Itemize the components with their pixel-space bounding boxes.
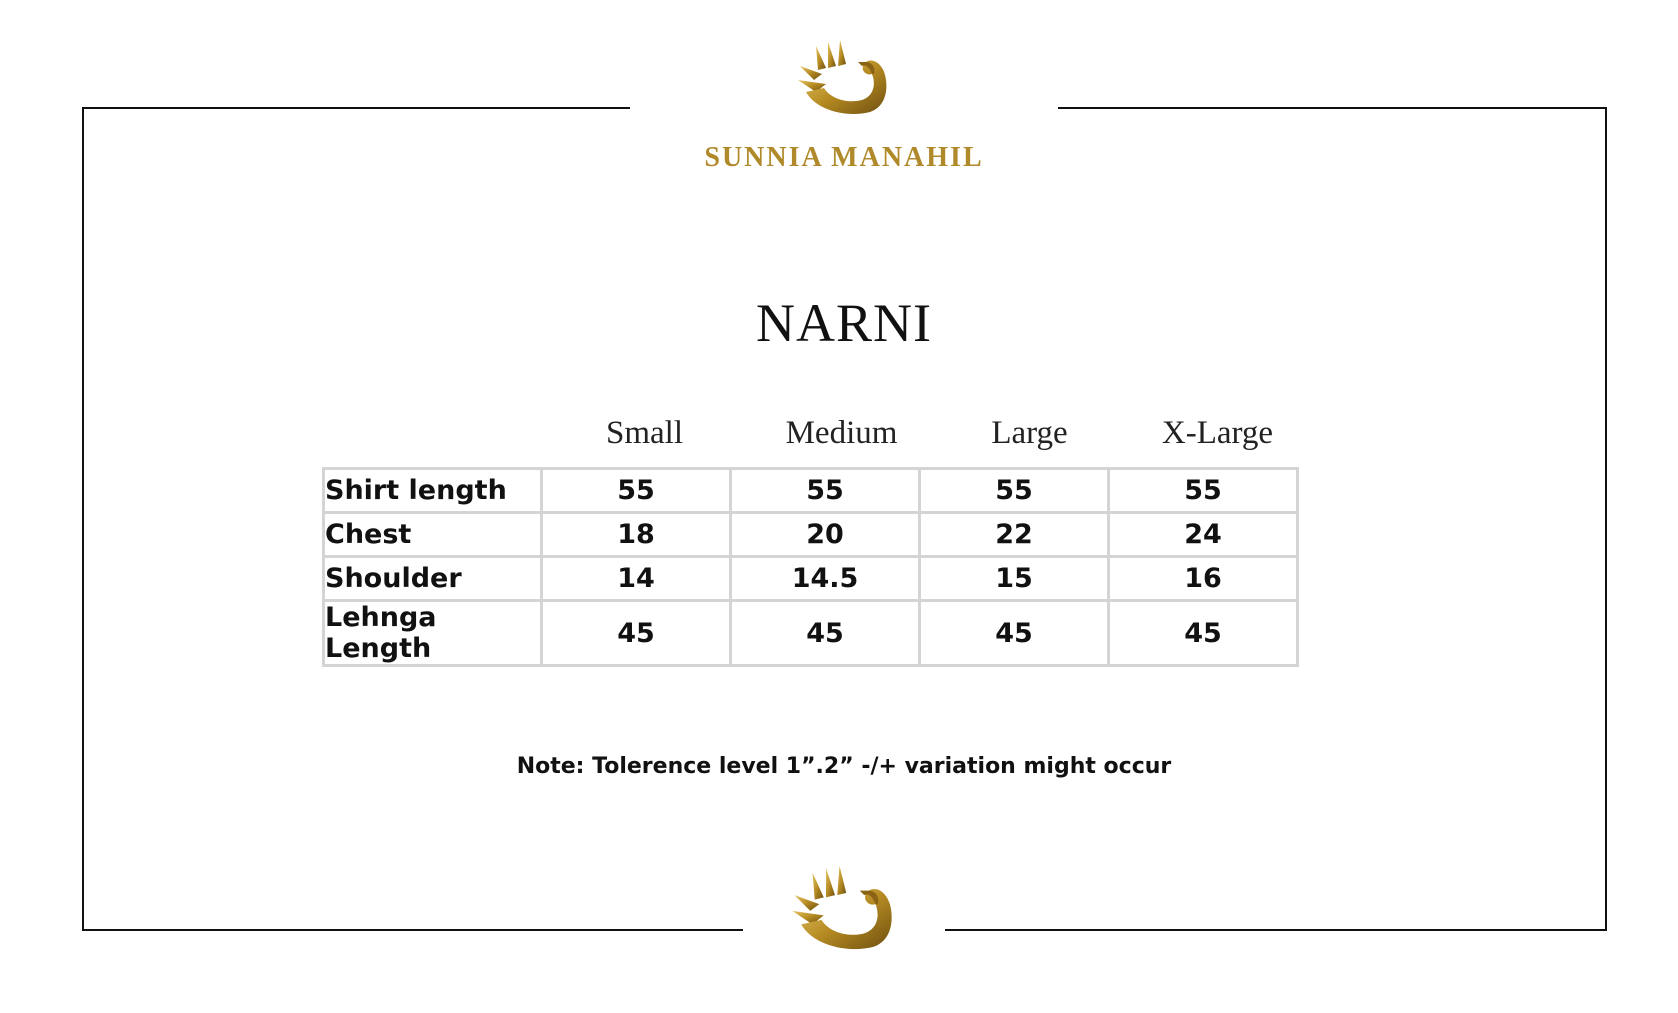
table-cell: 20 <box>731 513 920 557</box>
table-cell: 55 <box>1109 469 1298 513</box>
table-cell: 45 <box>731 601 920 666</box>
column-header-medium: Medium <box>785 415 898 451</box>
table-cell: 55 <box>920 469 1109 513</box>
table-cell: 15 <box>920 557 1109 601</box>
table-row <box>324 601 1298 666</box>
table-cell: 45 <box>542 601 731 666</box>
table-cell: 45 <box>920 601 1109 666</box>
column-header-x-large: X-Large <box>1161 415 1274 451</box>
golden-swan-icon <box>790 864 898 960</box>
frame-top-right <box>1058 107 1607 109</box>
golden-swan-icon <box>796 40 892 122</box>
frame-left <box>82 107 84 931</box>
table-cell: 22 <box>920 513 1109 557</box>
tolerance-note: Note: Tolerence level 1”.2” -/+ variation might occur <box>516 754 1172 779</box>
frame-top-left <box>82 107 630 109</box>
frame-bottom-right <box>945 929 1607 931</box>
product-title: NARNI <box>756 293 932 353</box>
row-label: Chest <box>324 513 542 557</box>
table-cell: 45 <box>1109 601 1298 666</box>
column-header-small: Small <box>605 415 683 451</box>
table-row <box>324 557 1298 601</box>
size-chart-table <box>322 467 1299 667</box>
table-cell: 24 <box>1109 513 1298 557</box>
row-label: Shirt length <box>324 469 542 513</box>
table-cell: 16 <box>1109 557 1298 601</box>
table-row <box>324 469 1298 513</box>
brand-name: SUNNIA MANAHIL <box>704 142 984 173</box>
table-cell: 14 <box>542 557 731 601</box>
frame-right <box>1605 107 1607 931</box>
table-cell: 18 <box>542 513 731 557</box>
table-row <box>324 513 1298 557</box>
row-label: Shoulder <box>324 557 542 601</box>
frame-bottom-left <box>82 929 743 931</box>
table-cell: 55 <box>731 469 920 513</box>
table-cell: 14.5 <box>731 557 920 601</box>
table-cell: 55 <box>542 469 731 513</box>
column-header-large: Large <box>991 415 1068 451</box>
row-label: Lehnga Length <box>324 601 542 666</box>
